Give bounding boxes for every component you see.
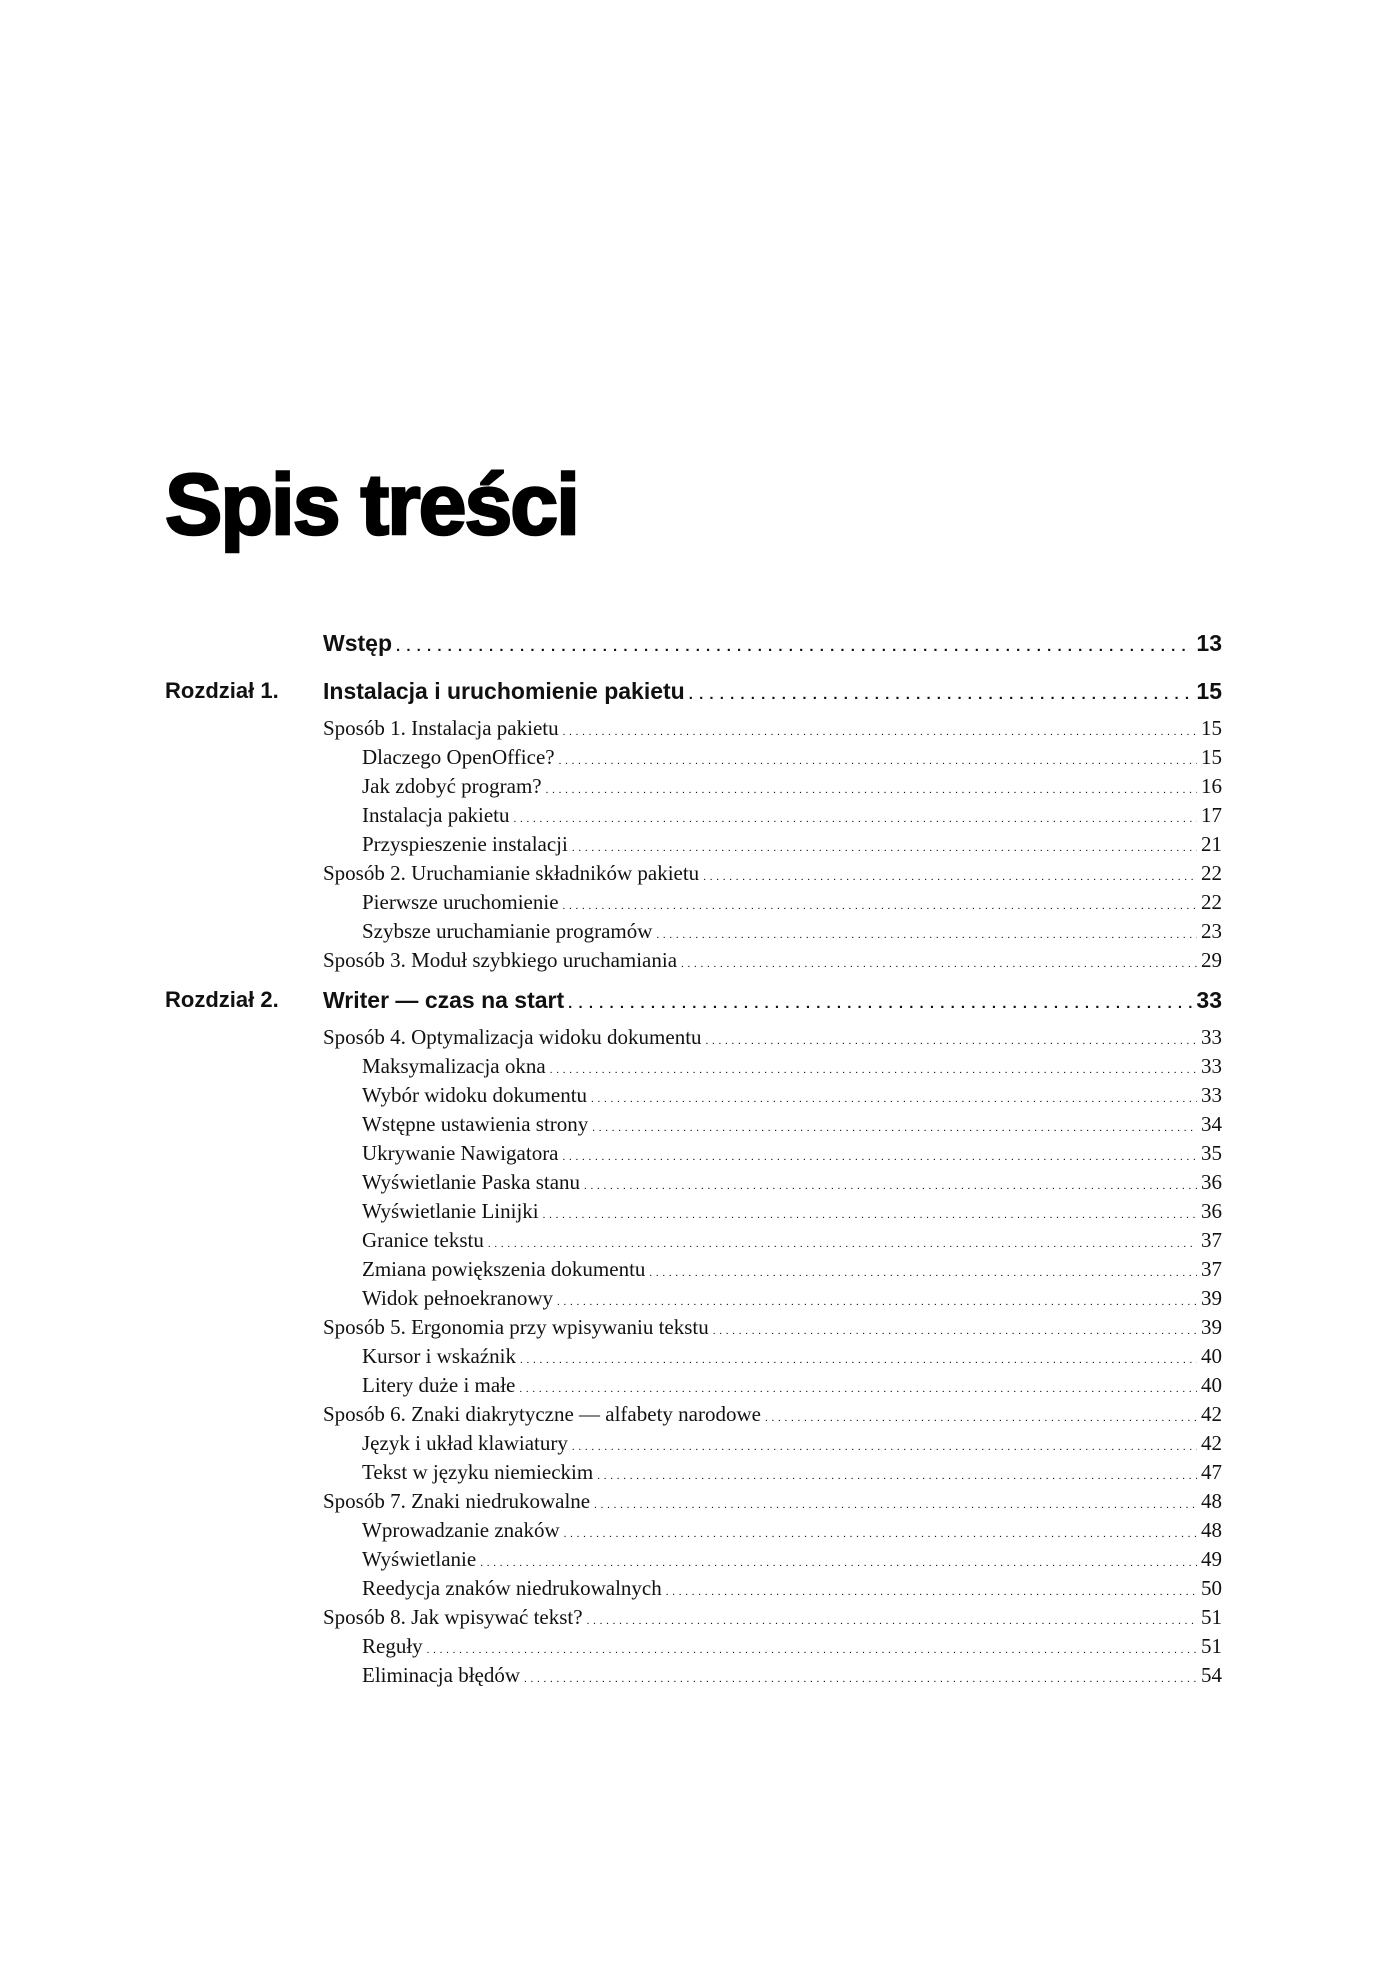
toc-section-entry: [165, 1081, 1222, 1110]
page-number: 48: [1201, 1489, 1222, 1513]
section-title: Wybór widoku dokumentu: [362, 1083, 588, 1107]
section-title: Sposób 8. Jak wpisywać tekst?: [323, 1605, 583, 1629]
page-number: 51: [1201, 1605, 1222, 1629]
chapter-number: Rozdział 1.: [165, 678, 279, 703]
toc-section-entry: [165, 1632, 1222, 1661]
section-title: Ukrywanie Nawigatora: [362, 1141, 559, 1165]
page-number: 47: [1201, 1460, 1222, 1484]
chapter-number: Rozdział 2.: [165, 987, 279, 1012]
chapter-title: Writer — czas na start: [323, 987, 565, 1013]
toc-section-entry: [165, 1400, 1222, 1429]
section-title: Wyświetlanie Linijki: [362, 1199, 539, 1223]
dot-leader: [396, 620, 1192, 670]
toc-section-entry: [165, 1139, 1222, 1168]
toc-section-entry: [165, 830, 1222, 859]
section-title: Sposób 4. Optymalizacja widoku dokumentu: [323, 1025, 702, 1049]
page-number: 16: [1201, 774, 1222, 798]
toc-section-entry: [165, 1429, 1222, 1458]
toc-section-entry: [165, 714, 1222, 743]
dot-leader: [689, 668, 1193, 718]
page-number: 40: [1201, 1373, 1222, 1397]
toc-section-entry: [165, 743, 1222, 772]
page-number: 36: [1201, 1199, 1222, 1223]
dot-leader: [681, 946, 1197, 979]
toc-section-entry: [165, 888, 1222, 917]
toc-section-entry: [165, 917, 1222, 946]
toc-section-entry: [165, 1545, 1222, 1574]
section-title: Jak zdobyć program?: [362, 774, 542, 798]
section-title: Reedycja znaków niedrukowalnych: [362, 1576, 662, 1600]
section-title: Reguły: [362, 1634, 423, 1658]
section-title: Maksymalizacja okna: [362, 1054, 546, 1078]
page-number: 17: [1201, 803, 1222, 827]
toc-section-entry: [165, 1110, 1222, 1139]
page-number: 49: [1201, 1547, 1222, 1571]
toc-section-entry: [165, 1052, 1222, 1081]
section-title: Sposób 1. Instalacja pakietu: [323, 716, 559, 740]
page-number: 48: [1201, 1518, 1222, 1542]
page-number: 39: [1201, 1286, 1222, 1310]
page-number: 50: [1201, 1576, 1222, 1600]
chapter-title: Instalacja i uruchomienie pakietu: [323, 678, 685, 704]
page-number: 39: [1201, 1315, 1222, 1339]
dot-leader: [568, 977, 1192, 1027]
section-title: Litery duże i małe: [362, 1373, 516, 1397]
page-number: 51: [1201, 1634, 1222, 1658]
page-number: 33: [1201, 1083, 1222, 1107]
page-number: 29: [1201, 948, 1222, 972]
page-number: 33: [1201, 1025, 1222, 1049]
page-number: 42: [1201, 1402, 1222, 1426]
page-number: 33: [1196, 987, 1222, 1013]
page-number: 42: [1201, 1431, 1222, 1455]
toc-section-entry: [165, 1255, 1222, 1284]
page-number: 22: [1201, 890, 1222, 914]
toc-section-entry: [165, 859, 1222, 888]
toc-section-entry: [165, 1168, 1222, 1197]
section-title: Eliminacja błędów: [362, 1663, 521, 1687]
section-title: Kursor i wskaźnik: [362, 1344, 516, 1368]
toc-chapter-entry: [165, 977, 1222, 1023]
section-title: Dlaczego OpenOffice?: [362, 745, 555, 769]
section-title: Szybsze uruchamianie programów: [362, 919, 653, 943]
toc-section-entry: [165, 1284, 1222, 1313]
section-title: Sposób 3. Moduł szybkiego uruchamiania: [323, 948, 678, 972]
section-title: Sposób 7. Znaki niedrukowalne: [323, 1489, 591, 1513]
toc-section-entry: [165, 1313, 1222, 1342]
toc-section-entry: [165, 1371, 1222, 1400]
page-number: 34: [1201, 1112, 1222, 1136]
toc-section-entry: [165, 946, 1222, 975]
section-title: Pierwsze uruchomienie: [362, 890, 559, 914]
toc-section-entry: [165, 1661, 1222, 1690]
page-number: 54: [1201, 1663, 1222, 1687]
section-title: Zmiana powiększenia dokumentu: [362, 1257, 646, 1281]
section-title: Tekst w języku niemieckim: [362, 1460, 594, 1484]
toc-chapter-entry: [165, 620, 1222, 666]
section-title: Wyświetlanie Paska stanu: [362, 1170, 581, 1194]
toc-chapter-entry: [165, 668, 1222, 714]
toc-section-entry: [165, 1226, 1222, 1255]
section-title: Wprowadzanie znaków: [362, 1518, 560, 1542]
section-title: Widok pełnoekranowy: [362, 1286, 554, 1310]
toc-section-entry: [165, 1023, 1222, 1052]
page-number: 37: [1201, 1257, 1222, 1281]
page-title: Spis treści: [165, 457, 578, 553]
table-of-contents: [165, 620, 1222, 1690]
section-title: Wyświetlanie: [362, 1547, 477, 1571]
toc-section-entry: [165, 1516, 1222, 1545]
page-number: 36: [1201, 1170, 1222, 1194]
chapter-title: Wstęp: [323, 630, 392, 656]
toc-section-entry: [165, 1487, 1222, 1516]
section-title: Sposób 2. Uruchamianie składników pakietu: [323, 861, 700, 885]
section-title: Wstępne ustawienia strony: [362, 1112, 589, 1136]
dot-leader: [524, 1661, 1197, 1694]
section-title: Przyspieszenie instalacji: [362, 832, 568, 856]
toc-section-entry: [165, 1603, 1222, 1632]
page-number: 15: [1201, 745, 1222, 769]
page-number: 40: [1201, 1344, 1222, 1368]
toc-section-entry: [165, 1574, 1222, 1603]
page-number: 15: [1196, 678, 1222, 704]
page-number: 21: [1201, 832, 1222, 856]
toc-section-entry: [165, 801, 1222, 830]
page-number: 22: [1201, 861, 1222, 885]
section-title: Język i układ klawiatury: [362, 1431, 568, 1455]
page-number: 13: [1196, 630, 1222, 656]
section-title: Granice tekstu: [362, 1228, 484, 1252]
page-number: 23: [1201, 919, 1222, 943]
page-number: 37: [1201, 1228, 1222, 1252]
toc-section-entry: [165, 772, 1222, 801]
toc-section-entry: [165, 1458, 1222, 1487]
page-number: 35: [1201, 1141, 1222, 1165]
toc-section-entry: [165, 1197, 1222, 1226]
page-number: 15: [1201, 716, 1222, 740]
section-title: Sposób 6. Znaki diakrytyczne — alfabety narodowe: [323, 1402, 761, 1426]
section-title: Sposób 5. Ergonomia przy wpisywaniu tekstu: [323, 1315, 709, 1339]
page-number: 33: [1201, 1054, 1222, 1078]
section-title: Instalacja pakietu: [362, 803, 510, 827]
toc-section-entry: [165, 1342, 1222, 1371]
